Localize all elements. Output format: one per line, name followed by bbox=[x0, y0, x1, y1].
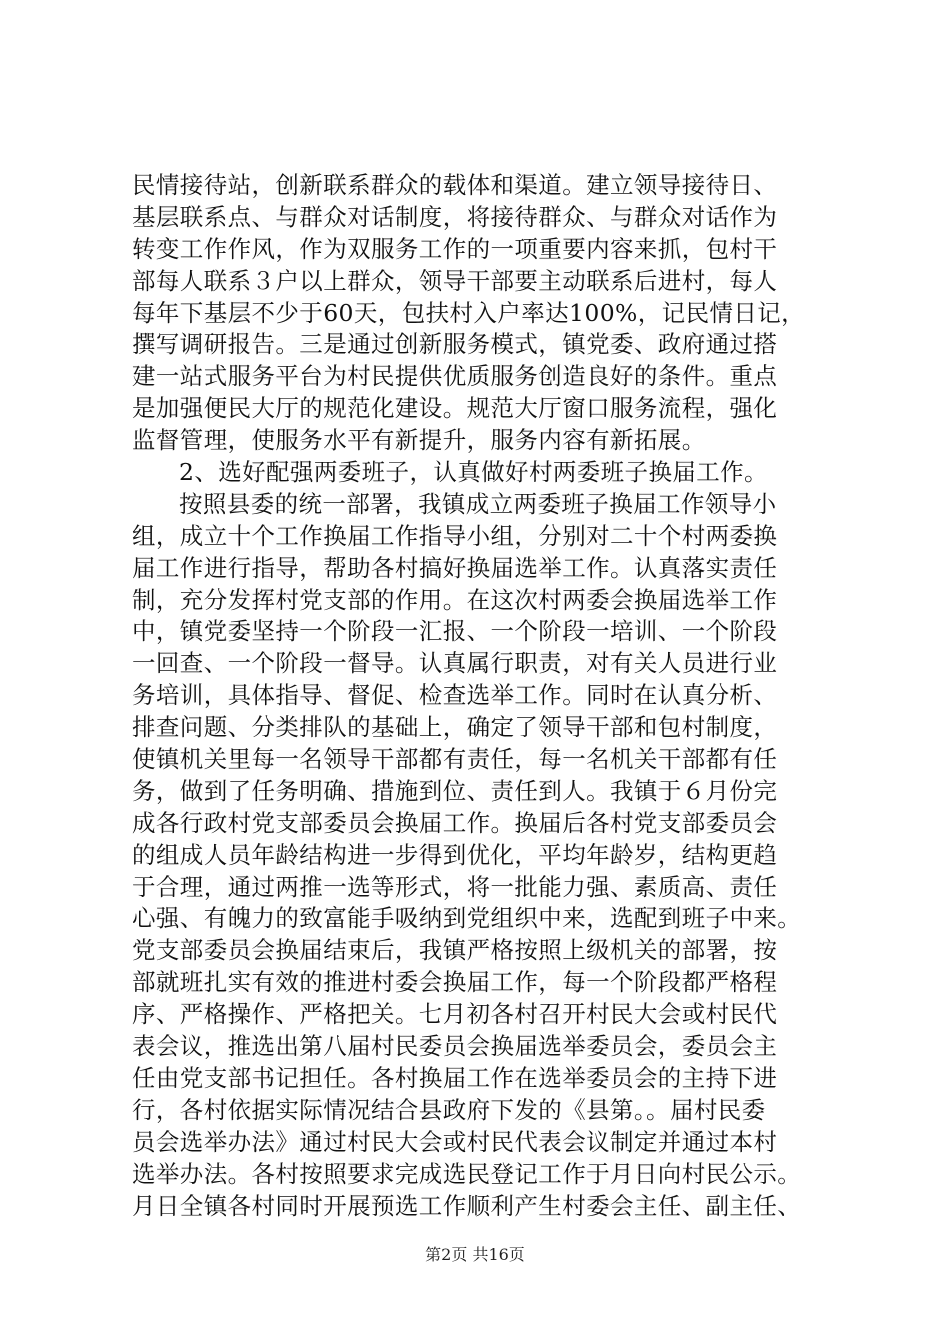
text-line: 心强、有魄力的致富能手吸纳到党组织中来，选配到班子中来。 bbox=[132, 904, 802, 933]
document-body bbox=[132, 170, 832, 1222]
text-line: 于合理，通过两推一选等形式，将一批能力强、素质高、责任 bbox=[132, 872, 778, 901]
text-line: 行，各村依据实际情况结合县政府下发的《县第。。届村民委 bbox=[132, 1095, 766, 1124]
text-line: 部每人联系３户以上群众，领导干部要主动联系后进村，每人 bbox=[132, 266, 778, 295]
text-line: 党支部委员会换届结束后，我镇严格按照上级机关的部署，按 bbox=[132, 936, 778, 965]
text-line: 中，镇党委坚持一个阶段一汇报、一个阶段一培训、一个阶段 bbox=[132, 617, 778, 646]
text-line: 一回查、一个阶段一督导。认真属行职责，对有关人员进行业 bbox=[132, 649, 778, 678]
text-line: 按照县委的统一部署，我镇成立两委班子换届工作领导小 bbox=[179, 489, 777, 518]
text-line: 月日全镇各村同时开展预选工作顺利产生村委会主任、副主任、 bbox=[132, 1191, 802, 1220]
text-line: 组，成立十个工作换届工作指导小组，分别对二十个村两委换 bbox=[132, 521, 778, 550]
text-line: 转变工作作风，作为双服务工作的一项重要内容来抓，包村干 bbox=[132, 234, 778, 263]
text-line: 务培训，具体指导、督促、检查选举工作。同时在认真分析、 bbox=[132, 681, 778, 710]
text-line: 基层联系点、与群众对话制度，将接待群众、与群众对话作为 bbox=[132, 202, 778, 231]
text-line: 员会选举办法》通过村民大会或村民代表会议制定并通过本村 bbox=[132, 1127, 778, 1156]
text-line: 表会议，推选出第八届村民委员会换届选举委员会，委员会主 bbox=[132, 1032, 778, 1061]
text-line: 民情接待站，创新联系群众的载体和渠道。建立领导接待日、 bbox=[132, 171, 778, 199]
page-footer: 第2页 共16页 bbox=[425, 1245, 525, 1264]
text-line: 是加强便民大厅的规范化建设。规范大厅窗口服务流程，强化 bbox=[132, 394, 778, 423]
text-line: 每年下基层不少于60天，包扶村入户率达100%，记民情日记， bbox=[132, 298, 806, 327]
text-line: 制，充分发挥村党支部的作用。在这次村两委会换届选举工作 bbox=[132, 585, 778, 614]
text-line: 选举办法。各村按照要求完成选民登记工作于月日向村民公示。 bbox=[132, 1159, 802, 1188]
text-line: 任由党支部书记担任。各村换届工作在选举委员会的主持下进 bbox=[132, 1063, 778, 1092]
text-line: 的组成人员年龄结构进一步得到优化，平均年龄岁，结构更趋 bbox=[132, 840, 778, 869]
text-line: 序、严格操作、严格把关。七月初各村召开村民大会或村民代 bbox=[132, 1000, 778, 1029]
text-line: 2、选好配强两委班子，认真做好村两委班子换届工作。 bbox=[179, 458, 768, 487]
text-line: 成各行政村党支部委员会换届工作。换届后各村党支部委员会 bbox=[132, 808, 778, 837]
text-line: 排查问题、分类排队的基础上，确定了领导干部和包村制度， bbox=[132, 713, 778, 742]
text-line: 部就班扎实有效的推进村委会换届工作，每一个阶段都严格程 bbox=[132, 968, 778, 997]
text-line: 撰写调研报告。三是通过创新服务模式，镇党委、政府通过搭 bbox=[132, 330, 778, 359]
text-line: 监督管理，使服务水平有新提升，服务内容有新拓展。 bbox=[132, 426, 706, 455]
text-line: 务，做到了任务明确、措施到位、责任到人。我镇于６月份完 bbox=[132, 776, 778, 805]
text-line: 建一站式服务平台为村民提供优质服务创造良好的条件。重点 bbox=[132, 362, 778, 391]
text-line: 使镇机关里每一名领导干部都有责任，每一名机关干部都有任 bbox=[132, 745, 778, 774]
text-line: 届工作进行指导，帮助各村搞好换届选举工作。认真落实责任 bbox=[132, 553, 778, 582]
